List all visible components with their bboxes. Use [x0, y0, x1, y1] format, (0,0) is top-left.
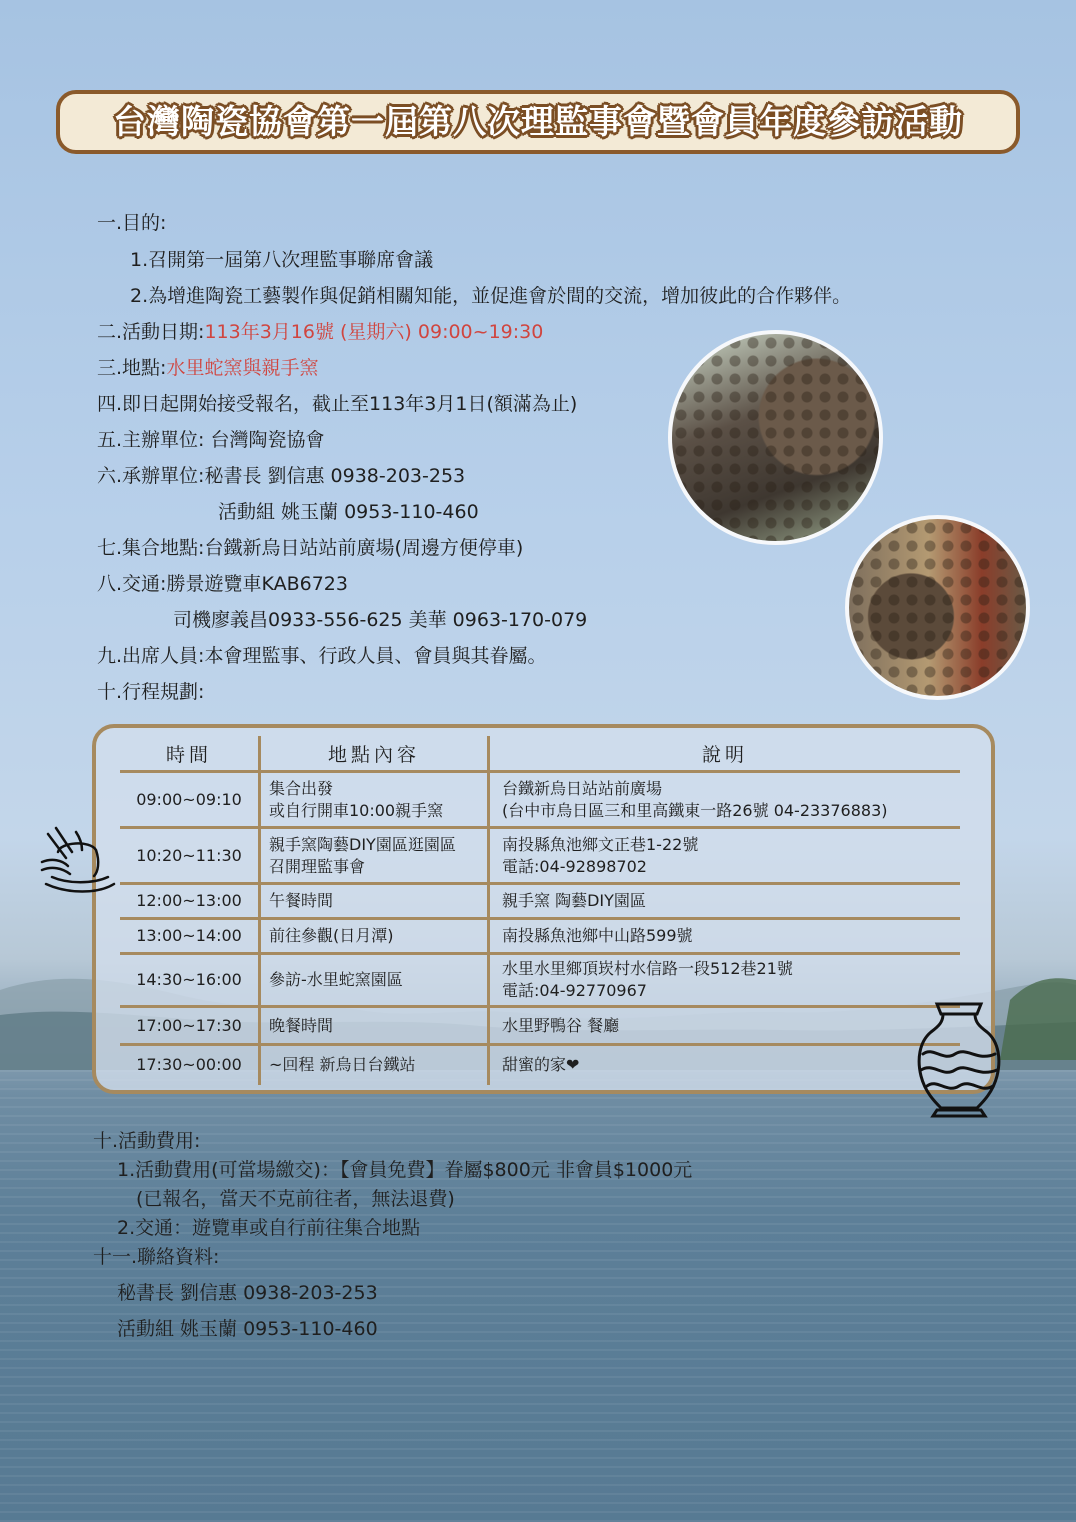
row-time: 14:30~16:00 [120, 954, 260, 1007]
schedule-table [120, 736, 960, 1085]
pottery-hands-icon [38, 822, 118, 897]
location-line [97, 353, 318, 380]
row-desc: 甜蜜的家❤ [502, 1055, 580, 1075]
row-place: 晚餐時間 [260, 1007, 489, 1045]
co-organizer-line-2: 活動組 姚玉蘭 0953-110-460 [218, 501, 479, 523]
schedule-heading: 十.行程規劃: [97, 681, 205, 703]
row-time: 17:30~00:00 [120, 1045, 260, 1085]
row-place: 午餐時間 [260, 884, 489, 919]
row-place: 集合出發 或自行開車10:00親手窯 [260, 772, 489, 828]
meeting-point-line: 七.集合地點:台鐵新烏日站站前廣場(周邊方便停車) [97, 537, 524, 559]
row-desc: 南投縣魚池鄉中山路599號 [489, 919, 961, 954]
pottery-sign-photo [845, 515, 1030, 700]
vase-icon [915, 998, 1003, 1120]
row-place: 參訪-水里蛇窯園區 [260, 954, 489, 1007]
organizer-line: 五.主辦單位: 台灣陶瓷協會 [97, 429, 325, 451]
row-desc: 水里野鴨谷 餐廳 [489, 1007, 961, 1045]
attendees-line: 九.出席人員:本會理監事、行政人員、會員與其眷屬。 [97, 645, 547, 667]
header-desc: 說明 [489, 736, 961, 772]
row-time: 12:00~13:00 [120, 884, 260, 919]
fees-line-2: (已報名，當天不克前往者，無法退費) [136, 1188, 455, 1210]
row-desc: 親手窯 陶藝DIY園區 [489, 884, 961, 919]
contact-line-2: 活動組 姚玉蘭 0953-110-460 [117, 1318, 378, 1340]
row-place: 親手窯陶藝DIY園區逛園區 召開理監事會 [260, 828, 489, 884]
purpose-item-1: 1.召開第一屆第八次理監事聯席會議 [130, 249, 434, 271]
header-time: 時間 [120, 736, 260, 772]
contact-line-1: 秘書長 劉信惠 0938-203-253 [117, 1282, 378, 1304]
co-organizer-line-1: 六.承辦單位:秘書長 劉信惠 0938-203-253 [97, 465, 466, 487]
table-row [120, 1007, 960, 1045]
registration-line: 四.即日起開始接受報名，截止至113年3月1日(額滿為止) [97, 393, 578, 415]
date-label: 二.活動日期: [97, 321, 205, 343]
date-line [97, 317, 543, 344]
purpose-heading: 一.目的: [97, 212, 167, 234]
row-time: 17:00~17:30 [120, 1007, 260, 1045]
table-row [120, 1045, 960, 1085]
row-time: 10:20~11:30 [120, 828, 260, 884]
date-value: 113年3月16號 (星期六) 09:00~19:30 [204, 321, 544, 343]
row-place: ~回程 新烏日台鐵站 [260, 1045, 489, 1085]
fees-line-3: 2.交通：遊覽車或自行前往集合地點 [117, 1217, 421, 1239]
row-time: 09:00~09:10 [120, 772, 260, 828]
page-title: 台灣陶瓷協會第一屆第八次理監事會暨會員年度參訪活動 [113, 102, 963, 141]
table-row [120, 919, 960, 954]
title-banner [56, 90, 1020, 154]
row-time: 13:00~14:00 [120, 919, 260, 954]
location-label: 三.地點: [97, 357, 167, 379]
location-value: 水里蛇窯與親手窯 [166, 357, 319, 379]
table-row [120, 884, 960, 919]
table-row [120, 772, 960, 828]
schedule-header-row [120, 736, 960, 772]
row-desc: 南投縣魚池鄉文正巷1-22號 電話:04-92898702 [489, 828, 961, 884]
transport-line-2: 司機廖義昌0933-556-625 美華 0963-170-079 [173, 609, 588, 631]
table-row [120, 954, 960, 1007]
transport-line-1: 八.交通:勝景遊覽車KAB6723 [97, 573, 348, 595]
kiln-building-photo [668, 330, 883, 545]
row-desc: 台鐵新烏日站站前廣場 (台中市烏日區三和里高鐵東一路26號 04-23376883) [489, 772, 961, 828]
fees-line-1: 1.活動費用(可當場繳交)：【會員免費】眷屬$800元 非會員$1000元 [117, 1159, 693, 1181]
header-place: 地點內容 [260, 736, 489, 772]
row-desc: 水里水里鄉頂崁村水信路一段512巷21號 電話:04-92770967 [489, 954, 961, 1007]
table-row [120, 828, 960, 884]
fees-heading: 十.活動費用: [93, 1130, 201, 1152]
heart-icon: ❤ [566, 1055, 580, 1075]
row-place: 前往參觀(日月潭) [260, 919, 489, 954]
contact-heading: 十一.聯絡資料: [93, 1246, 220, 1268]
purpose-item-2: 2.為增進陶瓷工藝製作與促銷相關知能，並促進會於間的交流，增加彼此的合作夥伴。 [130, 285, 852, 307]
